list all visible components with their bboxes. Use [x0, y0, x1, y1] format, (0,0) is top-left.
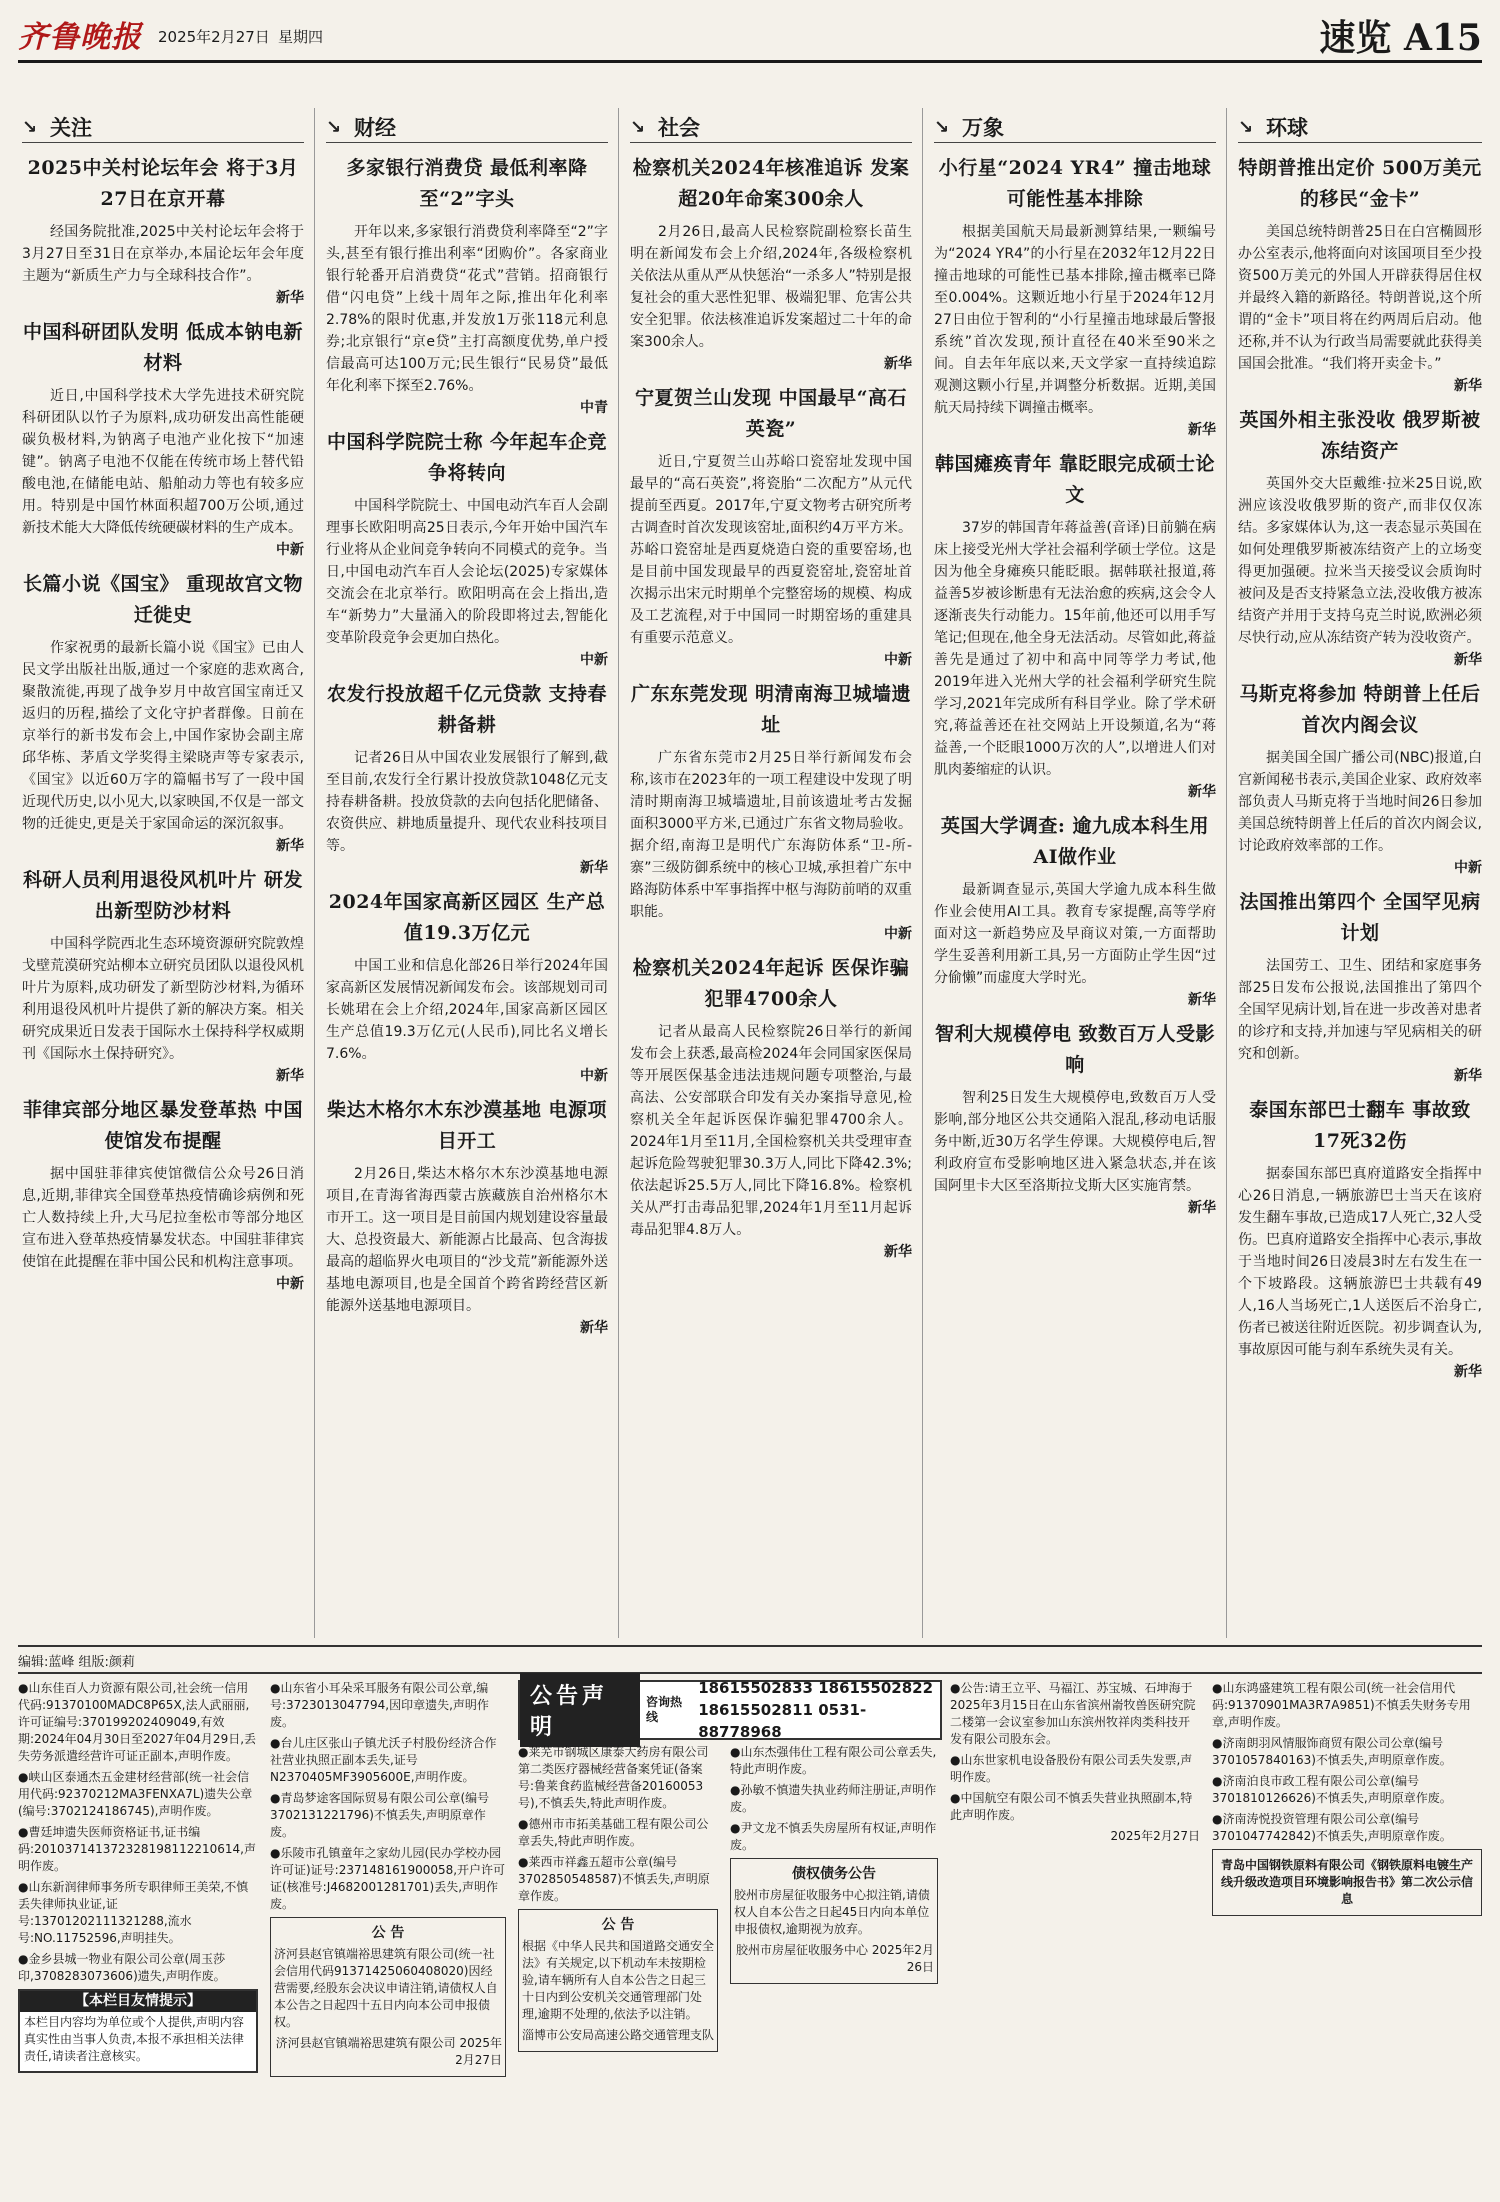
article-headline: 宁夏贺兰山发现 中国最早“高石英瓷”: [634, 387, 908, 440]
column-divider: [314, 108, 315, 1638]
section-arrow-icon: ↘: [630, 116, 646, 138]
article-source: 新华: [1454, 652, 1482, 668]
article-headline: 检察机关2024年核准追诉 发案超20年命案300余人: [632, 157, 910, 210]
banner-hotline-label: 咨询热线: [646, 1695, 683, 1724]
classified-ads: [18, 1672, 1482, 2190]
ad-notice: ●台儿庄区张山子镇尤沃子村股份经济合作社营业执照正副本丢失,证号N2370405MF3905600E,声明作废。: [270, 1736, 497, 1784]
article-headline: 农发行投放超千亿元贷款 支持春耕备耕: [326, 683, 608, 736]
article-source: 新华: [580, 1320, 608, 1336]
article-body: 据美国全国广播公司(NBC)报道,白宫新闻秘书表示,美国企业家、政府效率部负责人马斯克将于当地时间26日参加美国总统特朗普上任后的首次内阁会议,讨论政府效率部的工作。: [1238, 750, 1482, 854]
column-header: ↘ 财经: [326, 112, 608, 143]
article: [934, 811, 1216, 1009]
article-source: 新华: [1188, 422, 1216, 438]
ad-notice: ●济南涛悦投资管理有限公司公章(编号3701047742842)不慎丢失,声明原章作废。: [1212, 1812, 1452, 1843]
article-source: 新华: [1454, 1364, 1482, 1380]
column-huanqiu: [1238, 112, 1482, 1636]
article-headline: 中国科学院院士称 今年起车企竞争将转向: [326, 431, 608, 484]
article-headline: 中国科研团队发明 低成本钠电新材料: [22, 321, 304, 374]
ad-notice: ●公告:请王立平、马福江、苏宝城、石坤海于2025年3月15日在山东省滨州嵛牧兽医研究院二楼第一会议室参加山东滨州牧祥肉类科技开发有限公司股东会。: [950, 1681, 1196, 1746]
article-body: 广东省东莞市2月25日举行新闻发布会称,该市在2023年的一项工程建设中发现了明清时期南海卫城墙遗址,目前该遗址考古发掘面积3000平方米,已通过广东省文物局验收。据介绍,南海卫是明代广东海防体系“卫-所-寨”三级防御系统中的核心卫城,承担着广东中路海防体系中军事指挥中枢与海防前哨的双重职能。: [630, 750, 912, 920]
column-header: ↘ 万象: [934, 112, 1216, 143]
article: [934, 1019, 1216, 1217]
article-body: 作家祝勇的最新长篇小说《国宝》已由人民文学出版社出版,通过一个家庭的悲欢离合,聚散流徙,再现了战争岁月中故宫国宝南迁又返归的历程,描绘了文化守护者群像。日前在京举行的新书发布会上,中国作家协会副主席邱华栋、茅盾文学奖得主梁晓声等专家表示,《国宝》以近60万字的篇幅书写了一段中国近现代历史,以小见大,以家映国,不仅是一部文物的迁徙史,更是关于家国命运的深沉叙事。: [22, 640, 304, 832]
ad-box: [270, 1917, 506, 2077]
article-headline: 韩国瘫痪青年 靠眨眼完成硕士论文: [934, 453, 1216, 506]
article-headline: 特朗普推出定价 500万美元的移民“金卡”: [1238, 157, 1482, 210]
issue-weekday: 星期四: [278, 28, 324, 46]
column-divider: [1226, 108, 1227, 1638]
article: [934, 449, 1216, 801]
ad-notice: ●尹文龙不慎丢失房屋所有权证,声明作废。: [730, 1821, 937, 1852]
ad-notice: ●莱芜市钢城区康泰大药房有限公司第二类医疗器械经营备案凭证(备案号:鲁莱食药监械经营备20160053号),不慎丢失,特此声明作废。: [518, 1745, 709, 1810]
ad-heading: 公 告: [371, 1925, 405, 1941]
article-body: 法国劳工、卫生、团结和家庭事务部25日发布公报说,法国推出了第四个全国罕见病计划,旨在进一步改善对患者的诊疗和支持,并加速与罕见病相关的研究和创新。: [1238, 958, 1482, 1062]
notice-banner: [518, 1680, 942, 1740]
ad-notice: ●乐陵市孔镇童年之家幼儿园(民办学校办园许可证)证号:237148161900058,开户许可证(核准号:J4682001281701)丢失,声明作废。: [270, 1846, 506, 1911]
article-source: 中青: [580, 400, 608, 416]
column-caijing: [326, 112, 608, 1636]
article-body: 美国总统特朗普25日在白宫椭圆形办公室表示,他将面向对该国项目至少投资500万美元的外国人开辟获得居住权并最终入籍的新路径。特朗普说,这个所谓的“金卡”项目将在约两周后启动。他还称,并不认为行政当局需要就此获得美国国会批准。“我们将开卖金卡。”: [1238, 224, 1482, 372]
article-headline: 英国外相主张没收 俄罗斯被冻结资产: [1239, 409, 1481, 462]
banner-title: 公告声明: [520, 1673, 640, 1747]
article-headline: 智利大规模停电 致数百万人受影响: [934, 1023, 1216, 1076]
ads-column: [950, 1680, 1200, 2184]
article-body: 智利25日发生大规模停电,致数百万人受影响,部分地区公共交通陷入混乱,移动电话服务中断,近30万名学生停课。大规模停电后,智利政府宣布受影响地区进入紧急状态,并在该国阿里卡大区至洛斯拉戈斯大区实施宵禁。: [934, 1090, 1216, 1194]
ad-notice: ●济南泊良市政工程有限公司公章(编号3701810126626)不慎丢失,声明原章作废。: [1212, 1774, 1452, 1805]
ad-notice: ●山东世家机电设备股份有限公司丢失发票,声明作废。: [950, 1753, 1193, 1784]
article-source: 新华: [1188, 1200, 1216, 1216]
article-body: 中国工业和信息化部26日举行2024年国家高新区发展情况新闻发布会。该部规划司司长姚珺在会上介绍,2024年,国家高新区园区生产总值19.3万亿元(人民币),同比名义增长7.6%。: [326, 958, 608, 1062]
article-body: 据中国驻菲律宾使馆微信公众号26日消息,近期,菲律宾全国登革热疫情确诊病例和死亡人数持续上升,大马尼拉奎松市等部分地区宣布进入登革热疫情暴发状态。中国驻菲律宾使馆在此提醒在菲中国公民和机构注意事项。: [22, 1166, 304, 1270]
banner-numbers-line: 18615502833 18615502822: [698, 1679, 934, 1697]
article: [630, 953, 912, 1261]
article-source: 中新: [580, 652, 608, 668]
article-source: 新华: [1454, 378, 1482, 394]
article-body: 2月26日,柴达木格尔木东沙漠基地电源项目,在青海省海西蒙古族藏族自治州格尔木市开工。这一项目是目前国内规划建设容量最大、总投资最大、新能源占比最高、包含海拔最高的超临界火电项目的“沙戈荒”新能源外送基地电源项目,也是全国首个跨省跨经营区新能源外送基地电源项目。: [326, 1166, 608, 1314]
section-arrow-icon: ↘: [22, 116, 38, 138]
article: [326, 1095, 608, 1337]
ad-notice: ●中国航空有限公司不慎丢失营业执照副本,特此声明作废。: [950, 1791, 1193, 1822]
article-headline: 广东东莞发现 明清南海卫城墙遗址: [630, 683, 912, 736]
article: [22, 1095, 304, 1293]
article: [326, 153, 608, 417]
article-headline: 英国大学调查: 逾九成本科生用AI做作业: [940, 815, 1210, 868]
ads-column: [18, 1680, 258, 2184]
masthead: [18, 10, 1482, 63]
article-body: 根据美国航天局最新测算结果,一颗编号为“2024 YR4”的小行星在2032年12月22日撞击地球的可能性已基本排除,撞击概率已降至0.004%。这颗近地小行星于2024年12月27日由位于智利的“小行星撞击地球最后警报系统”首次发现,预计直径在40米至90米之间。自去年年底以来,天文学家一直持续追踪观测这颗小行星,并调整分析数据。近期,美国航天局持续下调撞击概率。: [934, 224, 1216, 416]
ad-text: 根据《中华人民共和国道路交通安全法》有关规定,以下机动车未按期检验,请车辆所有人自本公告之日起三十日内到公安机关交通管理部门处理,逾期不处理的,依法予以注销。: [522, 1939, 715, 2021]
ad-notice: ●山东佳百人力资源有限公司,社会统一信用代码:91370100MADC8P65X,法人武丽丽,许可证编号:370199202409049,有效期:2024年04月30日至2027年04月29日,丢失劳务派遣经营许可证正副本,声明作废。: [18, 1681, 257, 1763]
column-guanzhu: [22, 112, 304, 1636]
article-source: 新华: [276, 290, 304, 306]
tip-text: 本栏目内容均为单位或个人提供,声明内容真实性由当事人负责,本报不承担相关法律责任,请读者注意核实。: [24, 2015, 244, 2063]
banner-numbers: [698, 1677, 940, 1743]
article: [630, 679, 912, 943]
article-headline: 科研人员利用退役风机叶片 研发出新型防沙材料: [22, 869, 304, 922]
article-source: 新华: [580, 860, 608, 876]
ad-notice: ●济南朗羽风情服饰商贸有限公司公章(编号3701057840163)不慎丢失,声明原章作废。: [1212, 1736, 1452, 1767]
ad-signature: 济河县赵官镇端裕思建筑有限公司 2025年2月27日: [275, 2036, 502, 2067]
article-source: 新华: [1188, 784, 1216, 800]
article: [326, 427, 608, 669]
ads-column: [1212, 1680, 1482, 2184]
article: [326, 887, 608, 1085]
ad-notice: ●山东杰强伟仕工程有限公司公章丢失,特此声明作废。: [730, 1745, 937, 1776]
article-body: 最新调查显示,英国大学逾九成本科生做作业会使用AI工具。教育专家提醒,高等学府面对这一新趋势应及早商议对策,一方面帮助学生妥善利用新工具,另一方面防止学生因“过分偷懒”而虚度大学时光。: [934, 882, 1216, 986]
article-headline: 2025中关村论坛年会 将于3月27日在京开幕: [27, 157, 299, 210]
ads-column: [730, 1744, 938, 2184]
ad-signature: 淄博市公安局高速公路交通管理支队: [522, 2028, 715, 2042]
article-headline: 长篇小说《国宝》 重现故宫文物迁徙史: [22, 573, 304, 626]
ad-notice: ●金乡县城一物业有限公司公章(周玉莎印,3708283073606)遗失,声明作废。: [18, 1952, 226, 1983]
article-source: 新华: [276, 838, 304, 854]
ad-notice: ●曹廷坤遗失医师资格证书,证书编码:201037141372328198112210614,声明作废。: [18, 1825, 256, 1873]
article-source: 新华: [1454, 1068, 1482, 1084]
ad-box: [1212, 1849, 1482, 1916]
ad-notice: ●山东鸿盛建筑工程有限公司(统一社会信用代码:91370901MA3R7A9851)不慎丢失财务专用章,声明作废。: [1212, 1681, 1471, 1729]
article-headline: 马斯克将参加 特朗普上任后首次内阁会议: [1239, 683, 1481, 736]
column-divider: [618, 108, 619, 1638]
tip-heading: 【本栏目友情提示】: [20, 1991, 256, 2012]
article-headline: 柴达木格尔木东沙漠基地 电源项目开工: [326, 1099, 608, 1152]
section-arrow-icon: ↘: [934, 116, 950, 138]
article: [630, 153, 912, 373]
article-body: 2月26日,最高人民检察院副检察长苗生明在新闻发布会上介绍,2024年,各级检察机关依法从重从严从快惩治“一杀多人”特别是报复社会的重大恶性犯罪、极端犯罪、危害公共安全犯罪。依法核准追诉发案超过二十年的命案300余人。: [630, 224, 912, 350]
ads-column: [270, 1680, 506, 2184]
article-headline: 泰国东部巴士翻车 事故致17死32伤: [1249, 1099, 1471, 1152]
section-arrow-icon: ↘: [1238, 116, 1254, 138]
ad-notice: ●莱西市祥鑫五超市公章(编号3702850548587)不慎丢失,声明原章作废。: [518, 1855, 710, 1903]
article: [22, 317, 304, 559]
article-source: 新华: [276, 1068, 304, 1084]
ad-box: [518, 1909, 718, 2052]
article-source: 中新: [884, 926, 912, 942]
ad-notice: ●德州市市拓美基础工程有限公司公章丢失,特此声明作废。: [518, 1817, 709, 1848]
article-body: 开年以来,多家银行消费贷利率降至“2”字头,甚至有银行推出利率“团购价”。各家商业银行轮番开启消费贷“花式”营销。招商银行借“闪电贷”上线十周年之际,推出年化利率2.78%的限时优惠,并发放1万张118元利息券;北京银行“京e贷”主打高额度优势,单户授信最高可达100万元;民生银行“民易贷”最低年化利率下探至2.76%。: [326, 224, 608, 394]
article-body: 近日,中国科学技术大学先进技术研究院科研团队以竹子为原料,成功研发出高性能硬碳负极材料,为钠离子电池产业化按下“加速键”。钠离子电池不仅能在传统市场上替代铅酸电池,在储能电站、船舶动力等也有较多应用。特别是中国竹林面积超700万公顷,通过新技术能大大降低传统硬碳材料的生产成本。: [22, 388, 304, 536]
column-wanxiang: [934, 112, 1216, 1636]
article-body: 据泰国东部巴真府道路安全指挥中心26日消息,一辆旅游巴士当天在该府发生翻车事故,已造成17人死亡,32人受伤。巴真府道路安全指挥中心表示,事故于当地时间26日凌晨3时左右发生在一个下坡路段。这辆旅游巴士共载有49人,16人当场死亡,1人送医后不治身亡,伤者已被送往附近医院。初步调查认为,事故原因可能与刹车系统失灵有关。: [1238, 1166, 1482, 1358]
editor-credit: 编辑:蓝峰 组版:颜莉: [18, 1645, 1482, 1671]
article-body: 记者26日从中国农业发展银行了解到,截至目前,农发行全行累计投放贷款1048亿元支持春耕备耕。投放贷款的去向包括化肥储备、农资供应、耕地质量提升、现代农业科技项目等。: [326, 750, 608, 854]
ad-text: 胶州市房屋征收服务中心拟注销,请债权人自本公告之日起45日内向本单位申报债权,逾期视为放弃。: [734, 1888, 930, 1936]
article: [22, 569, 304, 855]
article: [1238, 405, 1482, 669]
article-headline: 菲律宾部分地区暴发登革热 中国使馆发布提醒: [22, 1099, 304, 1152]
article-source: 中新: [276, 542, 304, 558]
article: [22, 865, 304, 1085]
article-body: 近日,宁夏贺兰山苏峪口瓷窑址发现中国最早的“高石英瓷”,将瓷胎“二次配方”从元代提前至西夏。2017年,宁夏文物考古研究所考古调查时首次发现该窑址,面积约4万平方米。苏峪口瓷窑址是西夏烧造白瓷的重要窑场,也是目前中国发现最早的西夏瓷窑址,瓷窑址首次揭示出宋元时期单个完整窑场的规模、构成及工艺流程,对于中国同一时期窑场的重建具有重要示范意义。: [630, 454, 912, 646]
article-headline: 2024年国家高新区园区 生产总值19.3万亿元: [328, 891, 606, 944]
article: [1238, 887, 1482, 1085]
newspaper-logo: 齐鲁晚报: [18, 20, 142, 55]
ad-signature: 胶州市房屋征收服务中心 2025年2月26日: [736, 1943, 934, 1974]
column-header: ↘ 环球: [1238, 112, 1482, 143]
article: [1238, 153, 1482, 395]
article-source: 新华: [884, 1244, 912, 1260]
article-source: 新华: [1188, 992, 1216, 1008]
article-body: 中国科学院院士、中国电动汽车百人会副理事长欧阳明高25日表示,今年开始中国汽车行业将从企业间竞争转向不同模式的竞争。当日,中国电动汽车百人会论坛(2025)专家媒体交流会在北京举行。欧阳明高在会上指出,造车“新势力”大量涌入的阶段即将过去,智能化变革阶段竞争会更加白热化。: [326, 498, 608, 646]
article-source: 中新: [1454, 860, 1482, 876]
article-headline: 多家银行消费贷 最低利率降至“2”字头: [346, 157, 588, 210]
article-body: 中国科学院西北生态环境资源研究院敦煌戈壁荒漠研究站柳本立研究员团队以退役风机叶片为原料,成功研发了新型防沙材料,为循环利用退役风机叶片提供了新的解决方案。相关研究成果近日发表于国际水土保持科学权威期刊《国际水土保持研究》。: [22, 936, 304, 1062]
article: [934, 153, 1216, 439]
ad-heading: 公 告: [601, 1917, 635, 1933]
article: [1238, 1095, 1482, 1381]
page-section-title: 速览 A15: [1319, 17, 1482, 59]
article-source: 中新: [580, 1068, 608, 1084]
ad-heading: 青岛中国钢铁原料有限公司《钢铁原料电镀生产线升级改造项目环境影响报告书》第二次公示信息: [1220, 1858, 1473, 1906]
article: [630, 383, 912, 669]
article-body: 英国外交大臣戴维·拉米25日说,欧洲应该没收俄罗斯的资产,而非仅仅冻结。多家媒体认为,这一表态显示英国在如何处理俄罗斯被冻结资产上的立场变得更加强硬。拉米当天接受议会质询时被问及是否支持紧急立法,没收俄方被冻结资产并用于支持乌克兰时说,欧洲必须尽快行动,应从冻结资产转为没收资产。: [1238, 476, 1482, 646]
article-headline: 法国推出第四个 全国罕见病计划: [1239, 891, 1481, 944]
banner-numbers-line: 18615502811 0531-88778968: [698, 1701, 867, 1741]
ad-box: [730, 1858, 938, 1984]
ad-notice: ●山东新润律师事务所专职律师王美荣,不慎丢失律师执业证,证号:13701202111321288,流水号:NO.11752596,声明挂失。: [18, 1880, 249, 1945]
article-body: 记者从最高人民检察院26日举行的新闻发布会上获悉,最高检2024年会同国家医保局等开展医保基金违法违规问题专项整治,与最高法、公安部联合印发有关办案指导意见,检察机关全年起诉医保诈骗犯罪4700余人。2024年1月至11月,全国检察机关共受理审查起诉危险驾驶犯罪30.3万人,同比下降42.3%;依法起诉25.5万人,同比下降16.8%。检察机关从严打击毒品犯罪,2024年1月至11月起诉毒品犯罪4.8万人。: [630, 1024, 912, 1238]
column-shehui: [630, 112, 912, 1636]
section-arrow-icon: ↘: [326, 116, 342, 138]
column-header: ↘ 关注: [22, 112, 304, 143]
article-headline: 小行星“2024 YR4” 撞击地球可能性基本排除: [938, 157, 1212, 210]
article-body: 37岁的韩国青年蒋益善(音译)日前躺在病床上接受光州大学社会福利学硕士学位。这是因为他全身瘫痪只能眨眼。据韩联社报道,蒋益善5岁被诊断患有无法治愈的疾病,这会令人逐渐丧失行动能力。15年前,他还可以用手写笔记;但现在,他全身无法活动。尽管如此,蒋益善先是通过了初中和高中同等学力考试,他2019年进入光州大学的社会福利学研究生院学习,2021年完成所有科目学业。除了学术研究,蒋益善还在社交网站上开设频道,名为“蒋益善,一个眨眼1000万次的人”,以增进人们对肌肉萎缩症的认识。: [934, 520, 1216, 778]
tip-box: [18, 1989, 258, 2073]
article-body: 经国务院批准,2025中关村论坛年会将于3月27日至31日在京举办,本届论坛年会年度主题为“新质生产力与全球科技合作”。: [22, 224, 304, 284]
article-source: 新华: [884, 356, 912, 372]
column-header: ↘ 社会: [630, 112, 912, 143]
ad-notice: ●峡山区泰通杰五金建材经营部(统一社会信用代码:92370212MA3FENXA7L)遗失公章(编号:3702124186745),声明作废。: [18, 1770, 253, 1818]
ad-notice: ●青岛梦途客国际贸易有限公司公章(编号3702131221796)不慎丢失,声明原章作废。: [270, 1791, 490, 1839]
article-source: 中新: [276, 1276, 304, 1292]
issue-date: 2025年2月27日: [158, 28, 270, 46]
column-divider: [922, 108, 923, 1638]
article-headline: 检察机关2024年起诉 医保诈骗犯罪4700余人: [632, 957, 910, 1010]
ad-text: 济河县赵官镇端裕思建筑有限公司(统一社会信用代码91371425060408020)因经营需要,经股东会决议申请注销,请债权人自本公告之日起四十五日内向本公司申报债权。: [274, 1947, 498, 2029]
article: [22, 153, 304, 307]
article-source: 中新: [884, 652, 912, 668]
ads-column: [518, 1744, 718, 2184]
ad-notice: ●山东省小耳朵采耳服务有限公司公章,编号:3723013047794,因印章遗失,声明作废。: [270, 1681, 489, 1729]
ad-heading: 债权债务公告: [792, 1866, 876, 1882]
ad-notice: ●孙敏不慎遗失执业药师注册证,声明作废。: [730, 1783, 937, 1814]
article: [326, 679, 608, 877]
article: [1238, 679, 1482, 877]
ad-signature: 2025年2月27日: [1110, 1829, 1200, 1843]
